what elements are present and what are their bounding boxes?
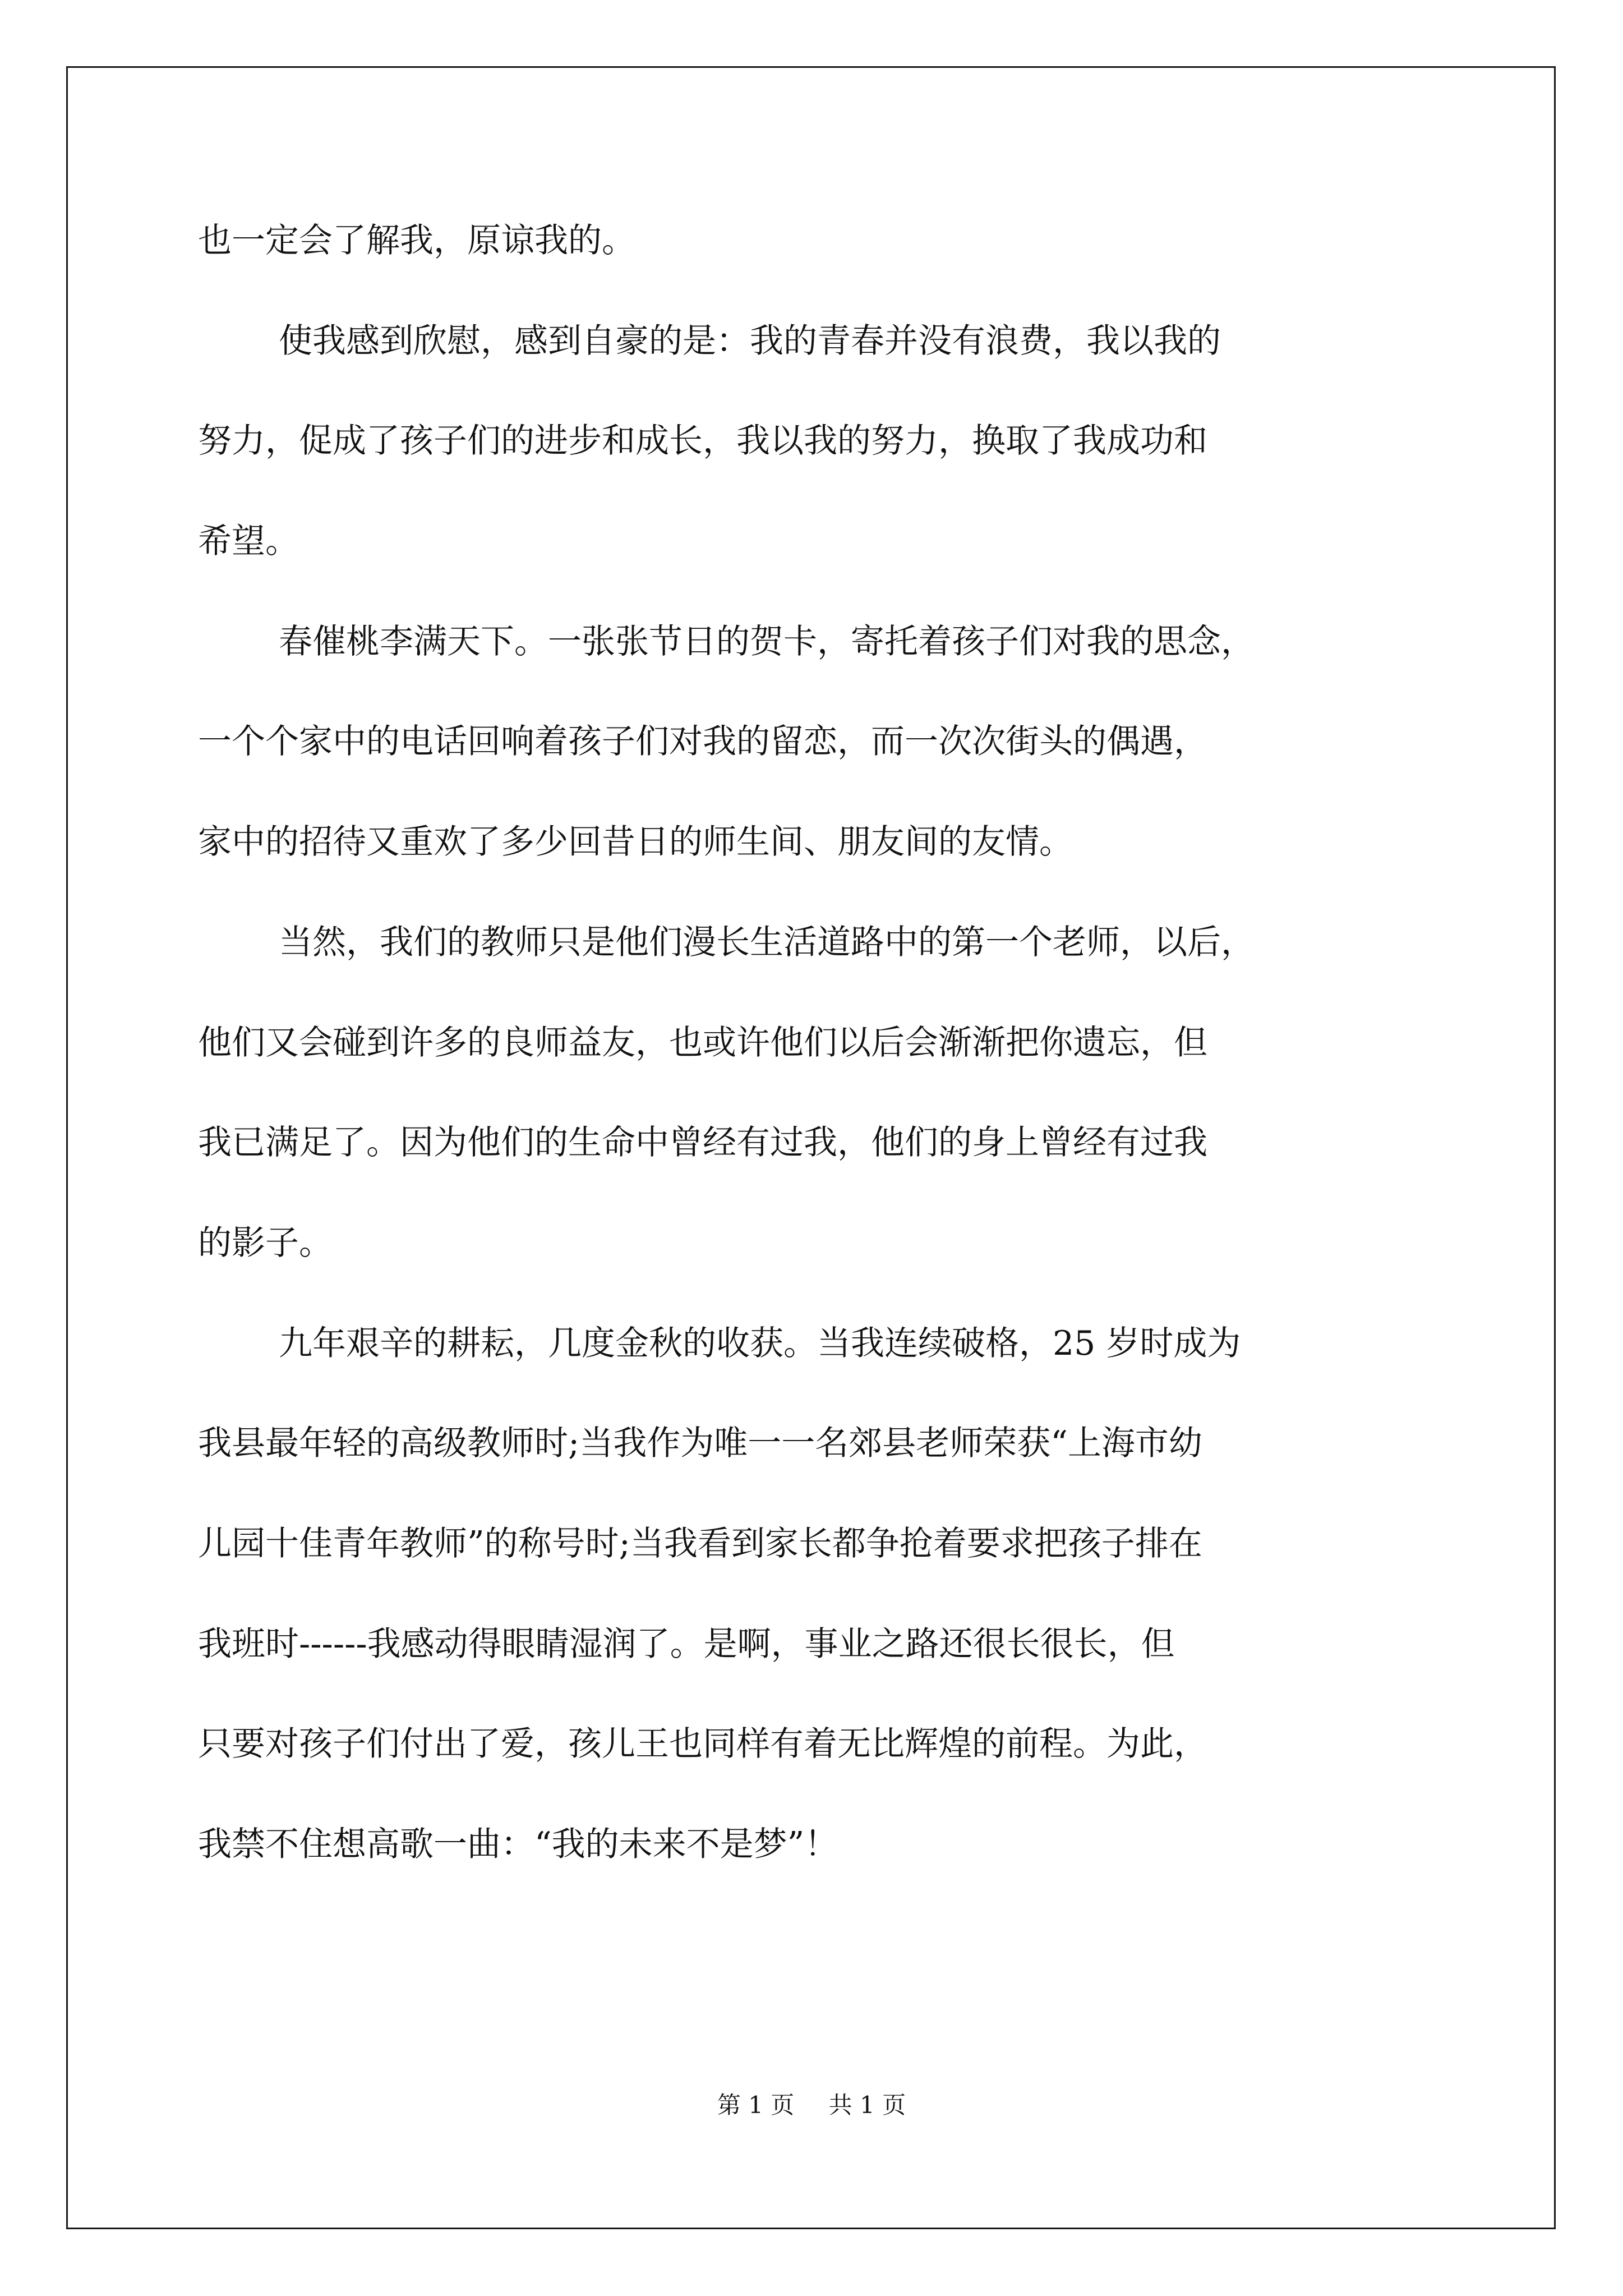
text-line: 我县最年轻的高级教师时;当我作为唯一一名郊县老师荣获“上海市幼: [198, 1424, 1202, 1464]
text-line: 家中的招待又重欢了多少回昔日的师生间、朋友间的友情。: [198, 822, 1073, 862]
text-line: 当然，我们的教师只是他们漫长生活道路中的第一个老师，以后，: [279, 922, 1255, 962]
text-line: 也一定会了解我，原谅我的。: [198, 221, 635, 260]
text-line: 只要对孩子们付出了爱，孩儿王也同样有着无比辉煌的前程。为此，: [198, 1724, 1207, 1764]
text-line: 使我感到欣慰，感到自豪的是：我的青春并没有浪费，我以我的: [279, 321, 1221, 361]
text-line: 儿园十佳青年教师”的称号时;当我看到家长都争抢着要求把孩子排在: [198, 1524, 1202, 1563]
text-line: 希望。: [198, 522, 299, 562]
text-line: 的影子。: [198, 1223, 333, 1263]
text-line: 我班时------我感动得眼睛湿润了。是啊，事业之路还很长很长，但: [198, 1624, 1175, 1664]
text-line: 我已满足了。因为他们的生命中曾经有过我，他们的身上曾经有过我: [198, 1123, 1207, 1163]
text-line: 努力，促成了孩子们的进步和成长，我以我的努力，换取了我成功和: [198, 421, 1207, 461]
document-body: [198, 191, 1432, 1895]
text-line: 春催桃李满天下。一张张节日的贺卡，寄托着孩子们对我的思念，: [279, 622, 1255, 661]
text-line: 九年艰辛的耕耘，几度金秋的收获。当我连续破格，25 岁时成为: [279, 1323, 1241, 1363]
total-pages: 共 1 页: [828, 2091, 906, 2119]
page-number: 第 1 页: [717, 2091, 795, 2119]
page-footer: [0, 2087, 1623, 2120]
text-line: 一个个家中的电话回响着孩子们对我的留恋，而一次次街头的偶遇，: [198, 722, 1207, 762]
text-line: 我禁不住想高歌一曲：“我的未来不是梦”！: [198, 1825, 838, 1864]
text-line: 他们又会碰到许多的良师益友，也或许他们以后会渐渐把你遗忘，但: [198, 1023, 1207, 1062]
